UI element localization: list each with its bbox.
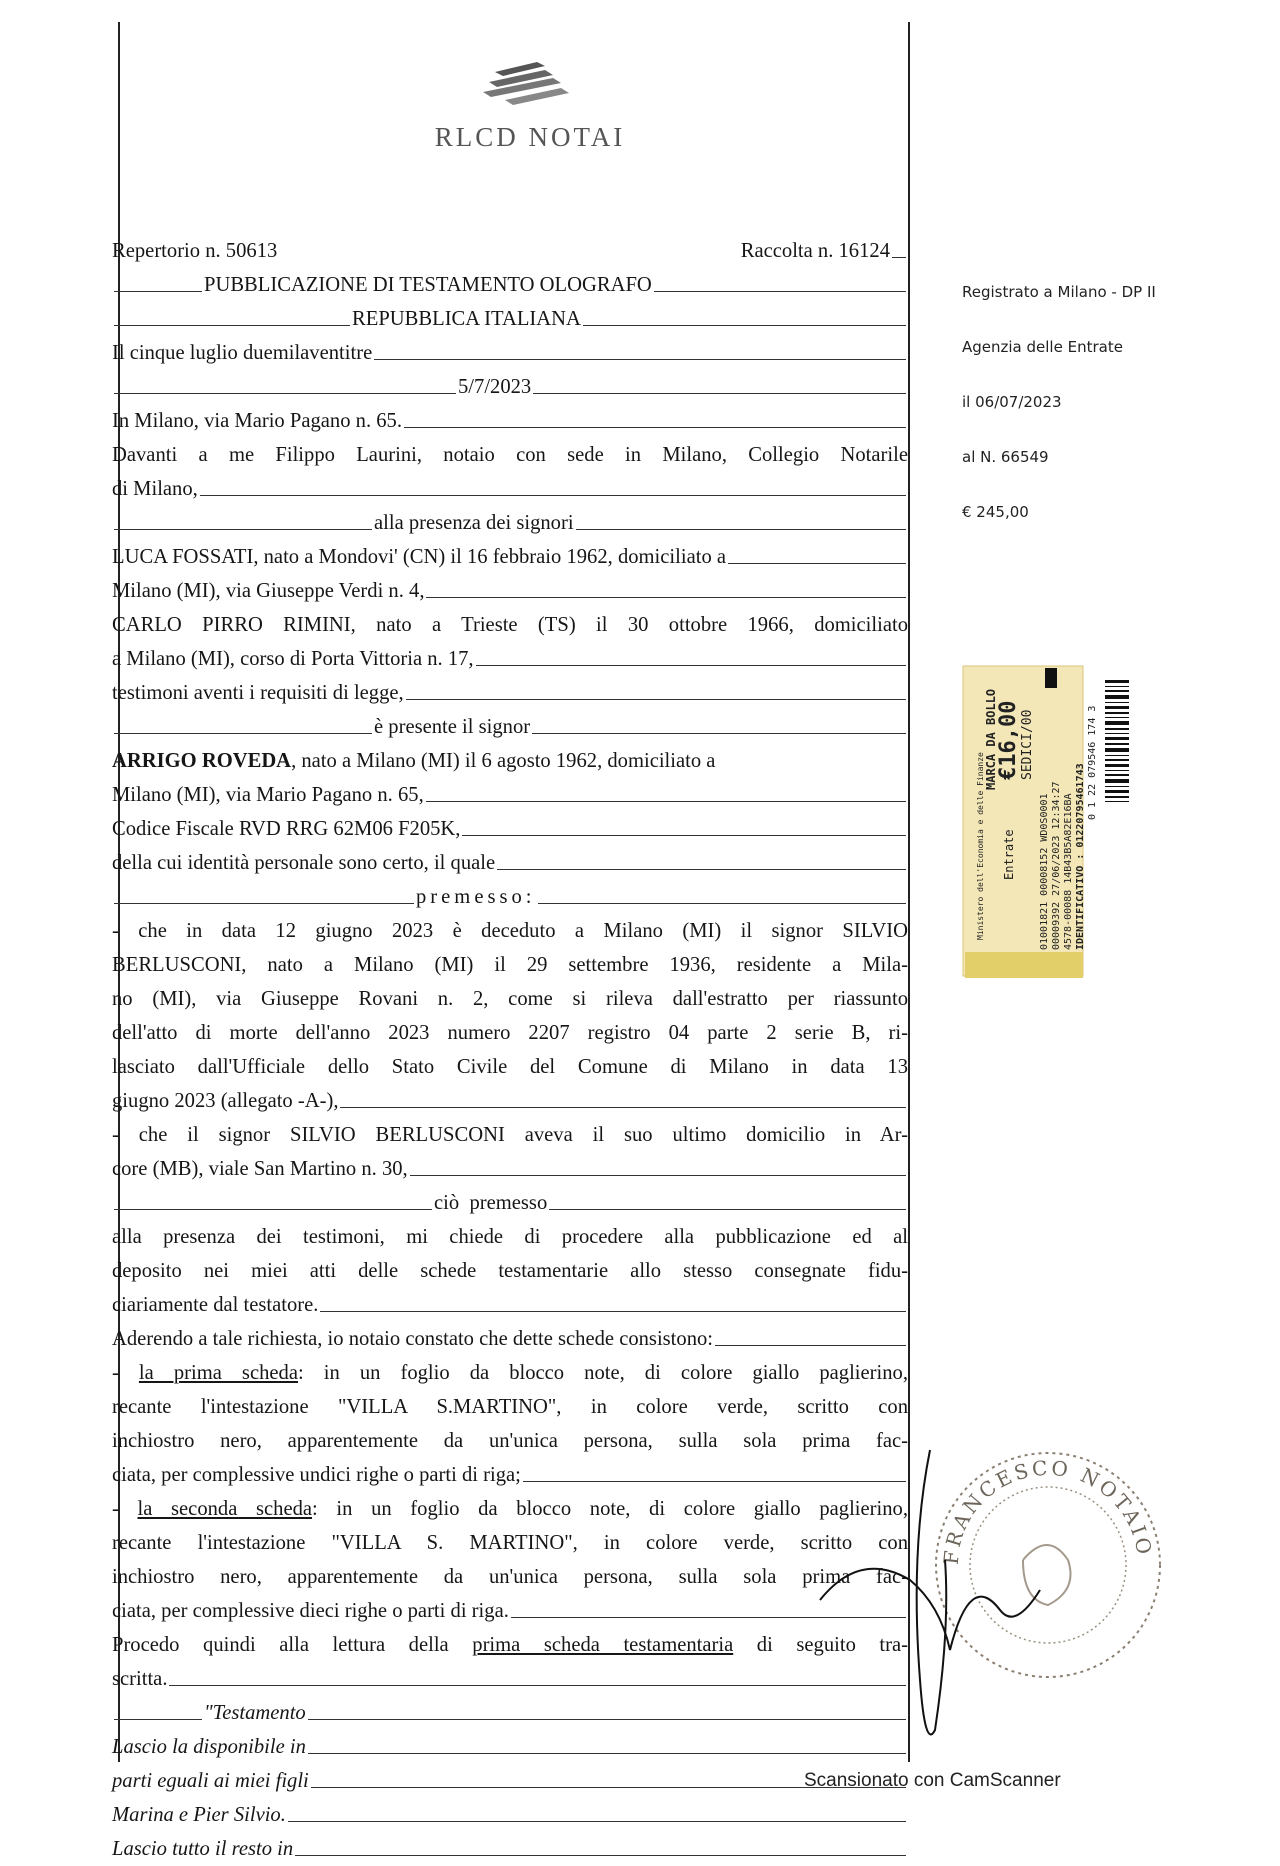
repertorio-number: Repertorio n. 50613	[112, 239, 278, 262]
date-words-row	[112, 336, 908, 370]
para1-last-line: giugno 2023 (allegato -A-),	[112, 1084, 908, 1118]
witness-1-line-2: Milano (MI), via Giuseppe Verdi n. 4,	[112, 574, 908, 608]
notary-line-2: di Milano,	[112, 472, 908, 506]
scheda-1-line: recante l'intestazione "VILLA S.MARTINO", in colore verde, scritto con	[112, 1396, 908, 1418]
deed-title: PUBBLICAZIONE DI TESTAMENTO OLOGRAFO	[204, 273, 652, 296]
date-numeric: 5/7/2023	[458, 375, 532, 398]
cio-premesso-row: ciò premesso	[112, 1186, 908, 1220]
para3-line: alla presenza dei testimoni, mi chiede di procedere alla pubblicazione ed al	[112, 1226, 908, 1248]
procedo-line: Procedo quindi alla lettura della prima scheda testamentaria di seguito tra-	[112, 1634, 908, 1656]
notary-line: Davanti a me Filippo Laurini, notaio con sede in Milano, Collegio Notarile	[112, 444, 908, 466]
registration-block	[962, 282, 1156, 557]
stamp-identifier: IDENTIFICATIVO : 01220795461743	[1075, 763, 1086, 950]
para3-last-line: ciariamente dal testatore.	[112, 1288, 908, 1322]
scheda-1-last-line: ciata, per complessive undici righe o parti di riga;	[112, 1458, 908, 1492]
party-line-1: ARRIGO ROVEDA , nato a Milano (MI) il 6 agosto 1962, domiciliato a	[112, 749, 716, 772]
registration-number: al N. 66549	[962, 448, 1049, 466]
para1-line: no (MI), via Giuseppe Rovani n. 2, come si rileva dall'estratto per riassunto	[112, 988, 908, 1010]
stamp-code-2: 00009392 27/06/2023 12:34:27	[1051, 781, 1062, 950]
will-line: Lascio la disponibile in	[112, 1730, 908, 1764]
stamp-code-1: 01001821 00008152 WD0S0001	[1039, 793, 1050, 950]
premesso-row: premesso:	[112, 880, 908, 914]
para3-line: deposito nei miei atti delle schede testamentarie allo stesso consegnate fidu-	[112, 1260, 908, 1282]
svg-text:FRANCESCO NOTAIO: FRANCESCO NOTAIO	[938, 1455, 1157, 1566]
scheda-2-line-1: - la seconda scheda: in un foglio da blocco note, di colore giallo paglierino,	[112, 1498, 908, 1520]
scheda-2-line: recante l'intestazione "VILLA S. MARTINO", in colore verde, scritto con	[112, 1532, 908, 1554]
registration-office: Registrato a Milano - DP II	[962, 283, 1156, 301]
firm-name: RLCD NOTAI	[434, 122, 626, 152]
party-line-2: Milano (MI), via Mario Pagano n. 65,	[112, 778, 908, 812]
scheda-2-label: la seconda scheda	[137, 1498, 313, 1520]
will-line: Marina e Pier Silvio.	[112, 1798, 908, 1832]
scheda-1-line: inchiostro nero, apparentemente da un'unica persona, sulla sola prima fac-	[112, 1430, 908, 1452]
witnesses-requirements: testimoni aventi i requisiti di legge,	[112, 676, 908, 710]
para1-line: dell'atto di morte dell'anno 2023 numero 2207 registro 04 parte 2 serie B, ri-	[112, 1022, 908, 1044]
registration-amount: € 245,00	[962, 503, 1029, 521]
firm-logo-icon	[475, 58, 585, 108]
para1-line: BERLUSCONI, nato a Milano (MI) il 29 settembre 1936, residente a Mila-	[112, 954, 908, 976]
scheda-2-line: inchiostro nero, apparentemente da un'unica persona, sulla sola prima fac-	[112, 1566, 908, 1588]
scanner-watermark: Scansionato con CamScanner	[804, 1770, 1061, 1791]
stamp-value-words: SEDICI/00	[1020, 709, 1035, 780]
deed-text	[112, 234, 908, 1866]
stamp-barcode-number: 0 1 22 079546 174 3	[1087, 705, 1098, 820]
will-line: Lascio tutto il resto in	[112, 1832, 908, 1866]
will-heading-row	[112, 1696, 908, 1730]
registration-agency: Agenzia delle Entrate	[962, 338, 1123, 356]
header-references-row	[112, 234, 908, 268]
witness-2-line-1: CARLO PIRRO RIMINI, nato a Trieste (TS) il 30 ottobre 1966, domiciliato	[112, 614, 908, 636]
raccolta-number: Raccolta n. 16124	[740, 239, 890, 262]
party-identity: della cui identità personale sono certo, il quale	[112, 846, 908, 880]
revenue-stamp	[955, 660, 1135, 995]
present-row: è presente il signor	[112, 710, 908, 744]
witness-2-line-2: a Milano (MI), corso di Porta Vittoria n. 17,	[112, 642, 908, 676]
will-heading: "Testamento	[204, 1701, 306, 1724]
will-line: parti eguali ai miei figli	[112, 1764, 908, 1798]
stamp-title: MARCA DA BOLLO	[984, 688, 998, 790]
presence-row: alla presenza dei signori	[112, 506, 908, 540]
deed-title-row	[112, 268, 908, 302]
para2-line-2: core (MB), viale San Martino n. 30,	[112, 1152, 908, 1186]
scheda-2-last-line: ciata, per complessive dieci righe o parti di riga.	[112, 1594, 908, 1628]
witness-1-line-1: LUCA FOSSATI, nato a Mondovi' (CN) il 16 febbraio 1962, domiciliato a	[112, 540, 908, 574]
para1-line: lasciato dall'Ufficiale dello Stato Civile del Comune di Milano in data 13	[112, 1056, 908, 1078]
date-in-words: Il cinque luglio duemilaventitre	[112, 341, 373, 364]
party-name: ARRIGO ROVEDA	[112, 749, 292, 772]
notary-signature	[800, 1430, 1120, 1760]
scheda-1-label: la prima scheda	[138, 1362, 298, 1384]
scritta-row: scritta.	[112, 1662, 908, 1696]
registration-date: il 06/07/2023	[962, 393, 1062, 411]
stamp-ministry: Ministero dell'Economia e delle Finanze	[976, 752, 985, 940]
deed-place: In Milano, via Mario Pagano n. 65.	[112, 409, 402, 432]
date-numeric-row	[112, 370, 908, 404]
para2-line-1: - che il signor SILVIO BERLUSCONI aveva il suo ultimo domicilio in Ar-	[112, 1124, 908, 1146]
aderendo-row: Aderendo a tale richiesta, io notaio constato che dette schede consistono:	[112, 1322, 908, 1356]
republic-row	[112, 302, 908, 336]
scheda-1-line-1: - la prima scheda: in un foglio da blocco note, di colore giallo paglierino,	[112, 1362, 908, 1384]
stamp-value: €16,00	[996, 700, 1021, 780]
stamp-code-3: 4578-00088 14B43B5A82E16BA	[1063, 793, 1074, 950]
stamp-brand: Entrate	[1002, 829, 1016, 880]
para1-line: - che in data 12 giugno 2023 è deceduto a Milano (MI) il signor SILVIO	[112, 920, 908, 942]
firm-logo	[410, 58, 650, 153]
republic-heading: REPUBBLICA ITALIANA	[352, 307, 581, 330]
party-tax-code: Codice Fiscale RVD RRG 62M06 F205K,	[112, 812, 908, 846]
place-row	[112, 404, 908, 438]
